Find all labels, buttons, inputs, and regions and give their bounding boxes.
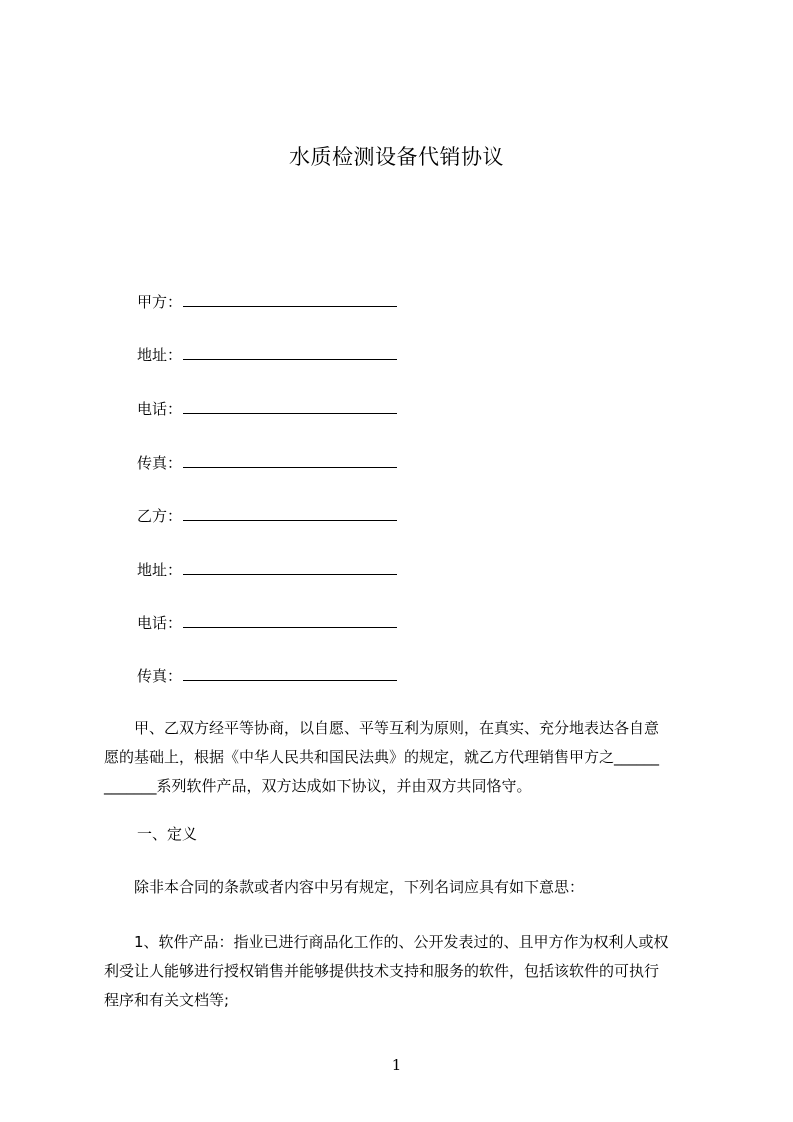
field-label: 地址： xyxy=(137,561,183,579)
field-label: 乙方： xyxy=(137,507,183,525)
document-title: 水质检测设备代销协议 xyxy=(289,145,504,169)
field-label: 地址： xyxy=(137,346,183,364)
fill-in-blank xyxy=(183,664,397,681)
field-label: 传真： xyxy=(137,667,183,685)
field-label: 电话： xyxy=(137,614,183,632)
party-a-name-field xyxy=(137,290,397,314)
section-heading-definitions: 一、定义 xyxy=(137,825,198,843)
party-b-phone-field xyxy=(137,611,397,635)
party-a-phone-field xyxy=(137,397,397,421)
paragraph-line: 甲、乙双方经平等协商，以自愿、平等互利为原则，在真实、充分地表达各自意 xyxy=(104,719,660,737)
field-label: 传真： xyxy=(137,454,183,472)
field-label: 电话： xyxy=(137,400,183,418)
party-b-fax-field xyxy=(137,664,397,688)
paragraph-line: _______系列软件产品，双方达成如下协议，并由双方共同恪守。 xyxy=(104,777,532,795)
fill-in-blank xyxy=(183,343,397,360)
party-a-fax-field xyxy=(137,451,397,475)
paragraph-line: 除非本合同的条款或者内容中另有规定，下列名词应具有如下意思： xyxy=(104,878,585,896)
paragraph-line: 愿的基础上，根据《中华人民共和国民法典》的规定，就乙方代理销售甲方之______ xyxy=(104,748,660,766)
fill-in-blank xyxy=(183,290,397,307)
fill-in-blank xyxy=(183,558,397,575)
page-number: 1 xyxy=(391,1056,402,1074)
clause-1-paragraph xyxy=(104,928,696,1015)
intro-paragraph xyxy=(104,714,696,801)
fill-in-blank xyxy=(183,451,397,468)
fill-in-blank xyxy=(183,504,397,521)
party-b-address-field xyxy=(137,558,397,582)
party-a-address-field xyxy=(137,343,397,367)
party-b-name-field xyxy=(137,504,397,528)
fill-in-blank xyxy=(183,611,397,628)
paragraph-line: 程序和有关文档等; xyxy=(104,991,230,1009)
fill-in-blank xyxy=(183,397,397,414)
paragraph-line: 利受让人能够进行授权销售并能够提供技术支持和服务的软件，包括该软件的可执行 xyxy=(104,962,660,980)
definition-intro-paragraph xyxy=(104,873,696,902)
paragraph-line: 1、软件产品：指业已进行商品化工作的、公开发表过的、且甲方作为权利人或权 xyxy=(104,933,669,951)
field-label: 甲方： xyxy=(137,293,183,311)
